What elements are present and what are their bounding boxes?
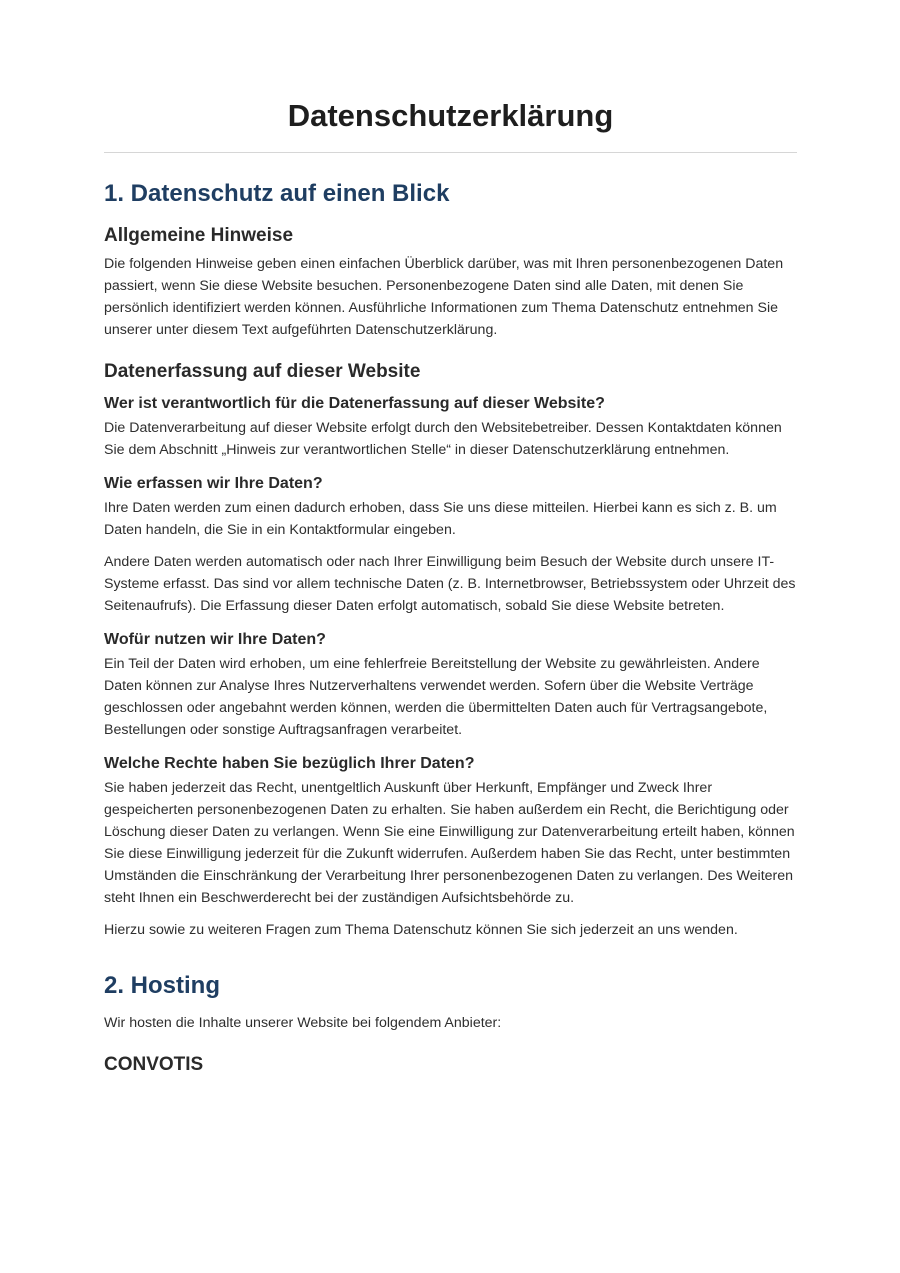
question-verantwortlich: Wer ist verantwortlich für die Datenerfassung auf dieser Website?: [104, 395, 605, 412]
paragraph-wofuer-nutzen: Ein Teil der Daten wird erhoben, um eine fehlerfreie Bereitstellung der Website zu gewährleisten. Andere Daten können zur Analyse Ihres Nutzerverhaltens verwendet werden. Sofern über die Website Verträge geschlossen oder angebahnt werden können, werden die übermittelten Daten auch für Vertragsangebote, Bestellungen oder sonstige Auftragsanfragen verarbeitet.: [104, 656, 768, 738]
question-wofuer-nutzen: Wofür nutzen wir Ihre Daten?: [104, 631, 326, 648]
paragraph-hosting: Wir hosten die Inhalte unserer Website bei folgendem Anbieter:: [104, 1015, 502, 1031]
paragraph-welche-rechte-1: Sie haben jederzeit das Recht, unentgeltlich Auskunft über Herkunft, Empfänger und Zweck Ihrer gespeicherten personenbezogenen Daten zu erhalten. Sie haben außerdem ein Recht, die Berichtigung oder Löschung dieser Daten zu verlangen. Wenn Sie eine Einwilligung zur Datenverarbeitung erteilt haben, können Sie diese Einwilligung jederzeit für die Zukunft widerrufen. Außerdem haben Sie das Recht, unter bestimmten Umständen die Einschränkung der Verarbeitung Ihrer personenbezogenen Daten zu verlangen. Des Weiteren steht Ihnen ein Beschwerderecht bei der zuständigen Aufsichtsbehörde zu.: [104, 780, 795, 906]
document-title: Datenschutzerklärung: [287, 98, 614, 133]
paragraph-allgemeine-hinweise: Die folgenden Hinweise geben einen einfachen Überblick darüber, was mit Ihren personenbezogenen Daten passiert, wenn Sie diese Website besuchen. Personenbezogene Daten sind alle Daten, mit denen Sie persönlich identifiziert werden können. Ausführliche Informationen zum Thema Datenschutz entnehmen Sie unserer unter diesem Text aufgeführten Datenschutzerklärung.: [104, 256, 784, 338]
title-divider: [104, 152, 797, 153]
paragraph-verantwortlich: Die Datenverarbeitung auf dieser Website erfolgt durch den Websitebetreiber. Dessen Kontaktdaten können Sie dem Abschnitt „Hinweis zur verantwortlichen Stelle“ in dieser Datenschutzerklärung entnehmen.: [104, 420, 782, 458]
paragraph-wie-erfassen-1: Ihre Daten werden zum einen dadurch erhoben, dass Sie uns diese mitteilen. Hierbei kann es sich z. B. um Daten handeln, die Sie in ein Kontaktformular eingeben.: [104, 500, 777, 538]
question-wie-erfassen: Wie erfassen wir Ihre Daten?: [104, 475, 323, 492]
section-heading-datenschutz-auf-einen-blick: 1. Datenschutz auf einen Blick: [104, 180, 450, 207]
subheading-datenerfassung: Datenerfassung auf dieser Website: [104, 361, 421, 382]
paragraph-welche-rechte-2: Hierzu sowie zu weiteren Fragen zum Thema Datenschutz können Sie sich jederzeit an uns wenden.: [104, 922, 738, 938]
question-welche-rechte: Welche Rechte haben Sie bezüglich Ihrer Daten?: [104, 755, 475, 772]
section-heading-hosting: 2. Hosting: [104, 972, 221, 999]
document-page: [104, 0, 797, 1077]
subheading-allgemeine-hinweise: Allgemeine Hinweise: [104, 225, 294, 246]
paragraph-wie-erfassen-2: Andere Daten werden automatisch oder nach Ihrer Einwilligung beim Besuch der Website durch unsere IT-Systeme erfasst. Das sind vor allem technische Daten (z. B. Internetbrowser, Betriebssystem oder Uhrzeit des Seitenaufrufs). Die Erfassung dieser Daten erfolgt automatisch, sobald Sie diese Website betreten.: [104, 554, 796, 614]
subheading-provider-convotis: CONVOTIS: [104, 1054, 204, 1075]
